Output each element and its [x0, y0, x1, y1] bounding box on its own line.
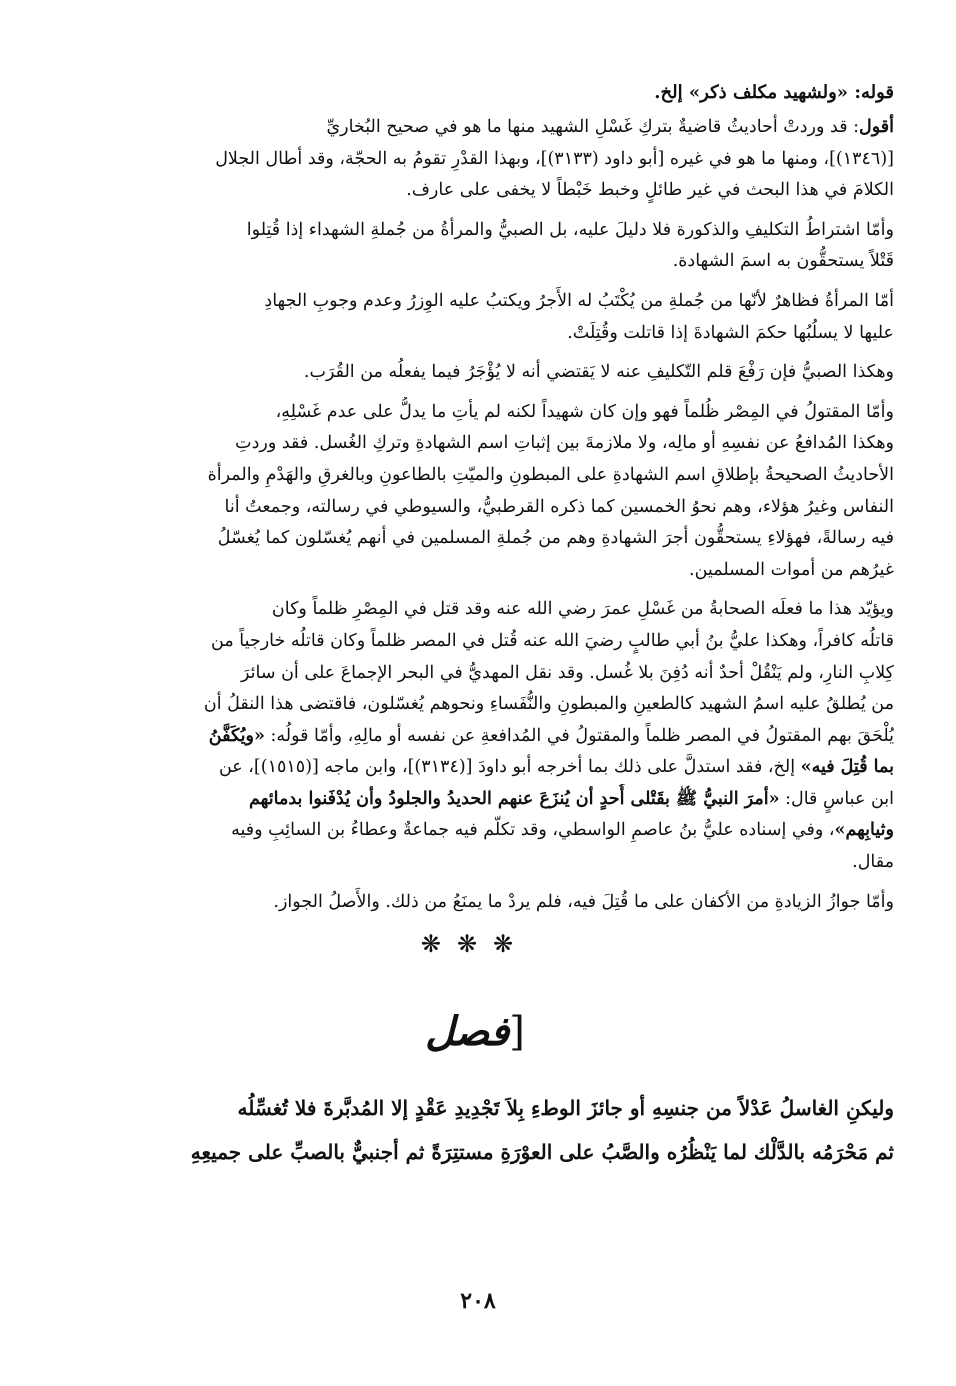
- text-line: بما قُتِلَ فيه» إلخ، فقد استدلَّ على ذلك بما أخرجه أبو داودَ [(٣١٣٤)]، وابن ماجه [(١٥١٥)]، عن: [218, 757, 894, 778]
- text-line: وثيابِهم»، وفي إسناده عليُّ بنُ عاصمِ الواسطي، وقد تكلّم فيه جماعةٌ وعطاءُ بن السائِبِ وفيه: [231, 820, 894, 841]
- text-line: من يُطلقُ عليه اسمُ الشهيد كالطعينِ والمبطونِ والنُّفَساءِ ونحوهم يُغسّلون، فاقتضى هذا النقلُ أن: [203, 694, 894, 715]
- main-text-line: وليكنِ الغاسلُ عَدْلاً من جنسِهِ أو جائزَ الوطءِ بِلاَ تَجْدِيدِ عَقْدٍ إلا المُدبَّرةَ فلا تُغسِّلُه: [237, 1096, 894, 1121]
- paragraph-2: [56, 215, 894, 278]
- main-text-line: ثم مَحْرَمُه بالدَّلْك لما يَنْظُرُه والصَّبُ على العوْرَةِ مستتِرَةً ثم أجنبيٌّ بالصبِّ على جميعِهِ: [190, 1140, 894, 1165]
- text-line: ابن عباسٍ قال: «أمرَ النبيُّ ﷺ بقَتْلى أُحدٍ أن يُنزَعَ عنهم الحديدُ والجلودُ وأن يُدْفَنوا بدمائهم: [249, 788, 894, 809]
- text-line: الأحاديثُ الصحيحةُ بإطلاقِ اسم الشهادةِ على المبطونِ والميّتِ بالطاعونِ وبالغرقِ والهَدْمِ والمرأة: [207, 464, 894, 485]
- text-line: أقول: قد وردتْ أحاديثُ قاضيةٌ بتركِ غَسْلِ الشهيد منها ما هو في صحيح البُخاريِّ: [326, 117, 894, 137]
- text-line: وأمّا اشتراطُ التكليفِ والذكورة فلا دليلَ عليه، بل الصبيُّ والمرأةُ من جُملةِ الشهداء إذا قُتِلوا: [246, 219, 894, 240]
- paragraph-4: [56, 357, 894, 389]
- paragraph-7: [56, 887, 894, 919]
- paragraph-3: [56, 286, 894, 349]
- text-line: النفاس وغيرُ هؤلاء، وهم نحوُ الخمسين كما ذكره القرطبيُّ، والسيوطي في رسالته، وجمعتُ أنا: [224, 496, 894, 517]
- heading-bracket: [: [509, 1009, 525, 1056]
- text-line: عليها لا يسلُبُها حكمَ الشهادةَ إذا قاتلت وقُتِلَتْ.: [567, 322, 894, 343]
- text-line: أمّا المرأةُ فظاهرٌ لأنّها من جُملةِ من يُكْتَبُ له الأَجرُ ويكتبُ عليه الوِزرُ وعدم وجوبِ الجهادِ: [264, 290, 894, 311]
- text-line: وأمّا المقتولُ في المِصْر ظُلماً فهو وإن كان شهيداً لكنه لم يأتِ ما يدلُّ على عدم غَسْلِهِ،: [275, 401, 894, 422]
- text-line: كِلابِ النارِ، ولم يَنْقُلْ أحدٌ أنه دُفِنَ بلا غُسل. وقد نقل المهديُّ في البحر الإجماعَ على أن سائرَ: [241, 662, 894, 683]
- section-title: فصل: [425, 1008, 510, 1056]
- main-text: [56, 1086, 894, 1174]
- paragraph-5: [56, 397, 894, 587]
- paragraph-6: [56, 594, 894, 878]
- page-number: ٢٠٨: [460, 1288, 496, 1314]
- text-line: وأمّا جوازُ الزيادةِ من الأكفان على ما قُتِلَ فيه، فلم يردْ ما يمنَعُ من ذلك. والأَصلُ الجواز.: [273, 891, 894, 912]
- commentary-lemma: قوله: «ولشهيد مكلف ذكر» إلخ.: [654, 82, 894, 103]
- text-line: وهكذا الصبيُّ فإن رَفْعَ قلم التّكليفِ عنه لا يَقتضي أنه لا يُؤْجَرُ فيما يفعلُه من القُرَب.: [303, 362, 894, 383]
- section-heading: [56, 1004, 894, 1064]
- text-line: قاتلُه كافراً، وهكذا عليُّ بنُ أبي طالبٍ رضيَ الله عنه قُتل في المصر ظلماً وكان قاتلُه خارجياً من: [211, 630, 894, 651]
- text-line: ويؤيّد هذا ما فعلَه الصحابةُ من غَسْلِ عمرَ رضي الله عنه وقد قتل في المِصْرِ ظلماً وكان: [271, 599, 894, 620]
- text-line: مقال.: [852, 852, 894, 873]
- text-line: الكلامَ في هذا البحث في غير طائلٍ وخبط خَبْطاً لا يخفى على عارف.: [406, 180, 894, 201]
- text-line: وهكذا المُدافعُ عن نفسِهِ أو مالِه، ولا ملازمةَ بين إثباتِ اسم الشهادةِ وتركِ الغُسل. فقد وردتِ: [235, 433, 894, 454]
- text-line: يُلْحَقَ بهم المقتولُ في المصر ظلماً والمقتولُ في المُدافعةِ عن نفسه أو مالِهِ، وأمّا قولُه: «ويُكَفَّنُ: [208, 725, 894, 746]
- text-line: قَتْلاً يستحقُّون به اسمَ الشهادة.: [672, 251, 894, 272]
- text-line: غيرُهم من أموات المسلمين.: [689, 559, 894, 580]
- text-line: فيه رسالةً، فهؤلاءِ يستحقُّون أجرَ الشهادةِ وهم من جُملةِ المسلمين في أنهم يُغسّلون كما يُغسّلُ: [217, 528, 894, 549]
- text-line: [(١٣٤٦)]، ومنها ما هو في غيره [أبو داود (٣١٣٣)]، وبهذا القدْرِ تقومُ به الحجّة، وقد أطال الجلال: [215, 148, 894, 169]
- section-separator: ❋❋❋: [420, 930, 530, 959]
- paragraph-1: [56, 112, 894, 207]
